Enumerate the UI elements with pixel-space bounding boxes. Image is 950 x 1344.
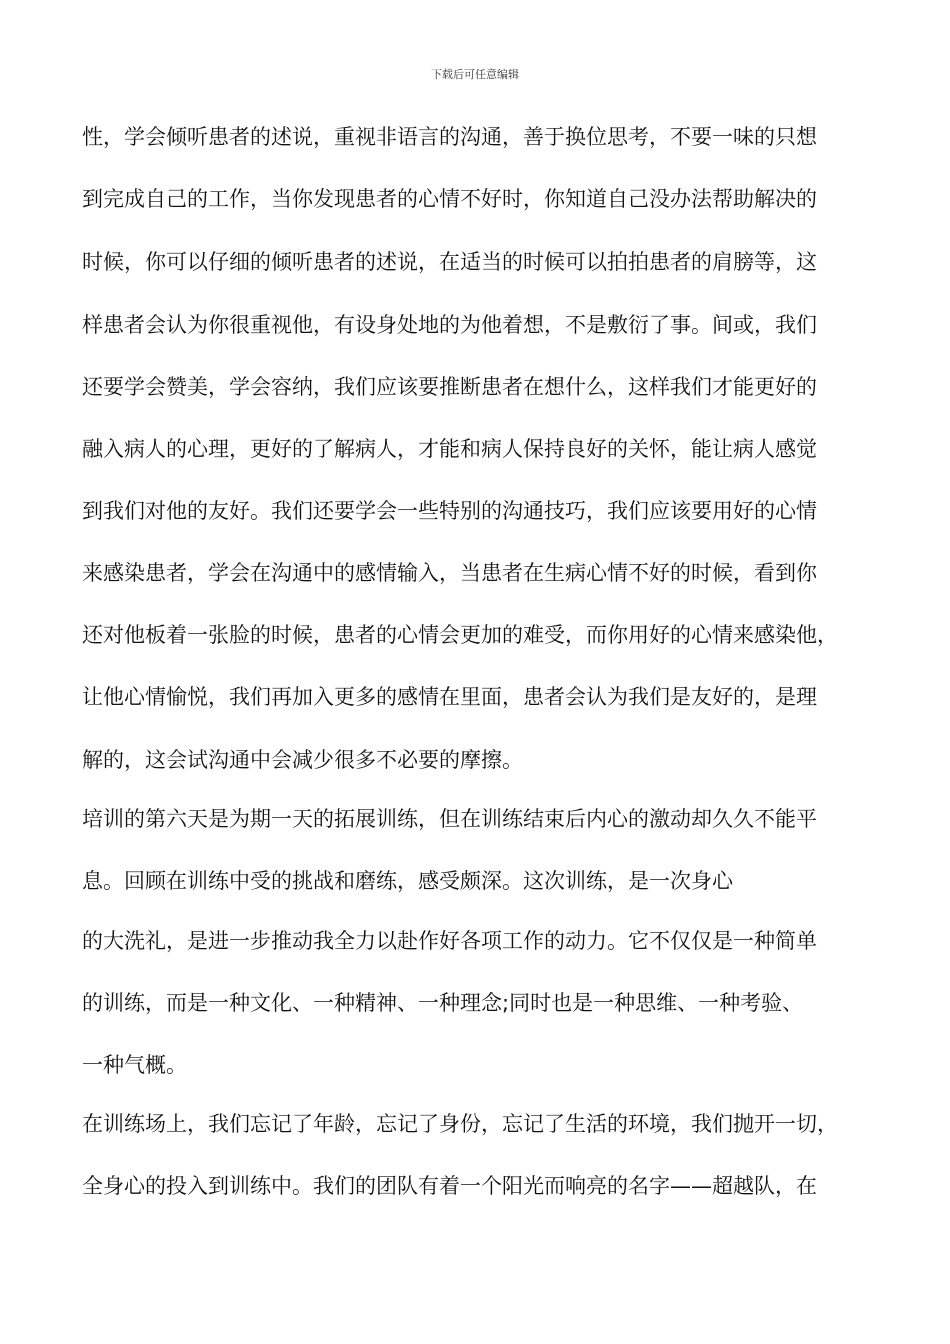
text-line: 还对他板着一张脸的时候，患者的心情会更加的难受，而你用好的心情来感染他， <box>82 623 838 647</box>
text-line: 培训的第六天是为期一天的拓展训练，但在训练结束后内心的激动却久久不能平 <box>82 807 817 831</box>
text-line: 样患者会认为你很重视他，有设身处地的为他着想，不是敷衍了事。间或，我们 <box>82 313 817 337</box>
page-header: 下载后可任意编辑 <box>431 68 519 81</box>
text-line: 一种气概。 <box>82 1053 187 1077</box>
text-line: 性，学会倾听患者的述说，重视非语言的沟通，善于换位思考，不要一味的只想 <box>82 125 817 149</box>
text-line: 全身心的投入到训练中。我们的团队有着一个阳光而响亮的名字——超越队，在 <box>82 1174 817 1198</box>
text-line: 让他心情愉悦，我们再加入更多的感情在里面，患者会认为我们是友好的，是理 <box>82 685 817 709</box>
text-line: 的大洗礼，是进一步推动我全力以赴作好各项工作的动力。它不仅仅是一种简单 <box>82 929 817 953</box>
text-line: 融入病人的心理，更好的了解病人，才能和病人保持良好的关怀，能让病人感觉 <box>82 437 817 461</box>
text-line: 息。回顾在训练中受的挑战和磨练，感受颇深。这次训练，是一次身心 <box>82 869 733 893</box>
text-line: 在训练场上，我们忘记了年龄，忘记了身份，忘记了生活的环境，我们抛开一切， <box>82 1112 838 1136</box>
text-line: 的训练，而是一种文化、一种精神、一种理念;同时也是一种思维、一种考验、 <box>82 991 804 1015</box>
text-line: 来感染患者，学会在沟通中的感情输入，当患者在生病心情不好的时候，看到你 <box>82 561 817 585</box>
text-line: 到完成自己的工作，当你发现患者的心情不好时，你知道自己没办法帮助解决的 <box>82 187 817 211</box>
text-line: 到我们对他的友好。我们还要学会一些特别的沟通技巧，我们应该要用好的心情 <box>82 499 817 523</box>
text-line: 还要学会赞美，学会容纳，我们应该要推断患者在想什么，这样我们才能更好的 <box>82 375 817 399</box>
text-line: 时候，你可以仔细的倾听患者的述说，在适当的时候可以拍拍患者的肩膀等，这 <box>82 250 817 274</box>
text-line: 解的，这会试沟通中会减少很多不必要的摩擦。 <box>82 748 523 772</box>
